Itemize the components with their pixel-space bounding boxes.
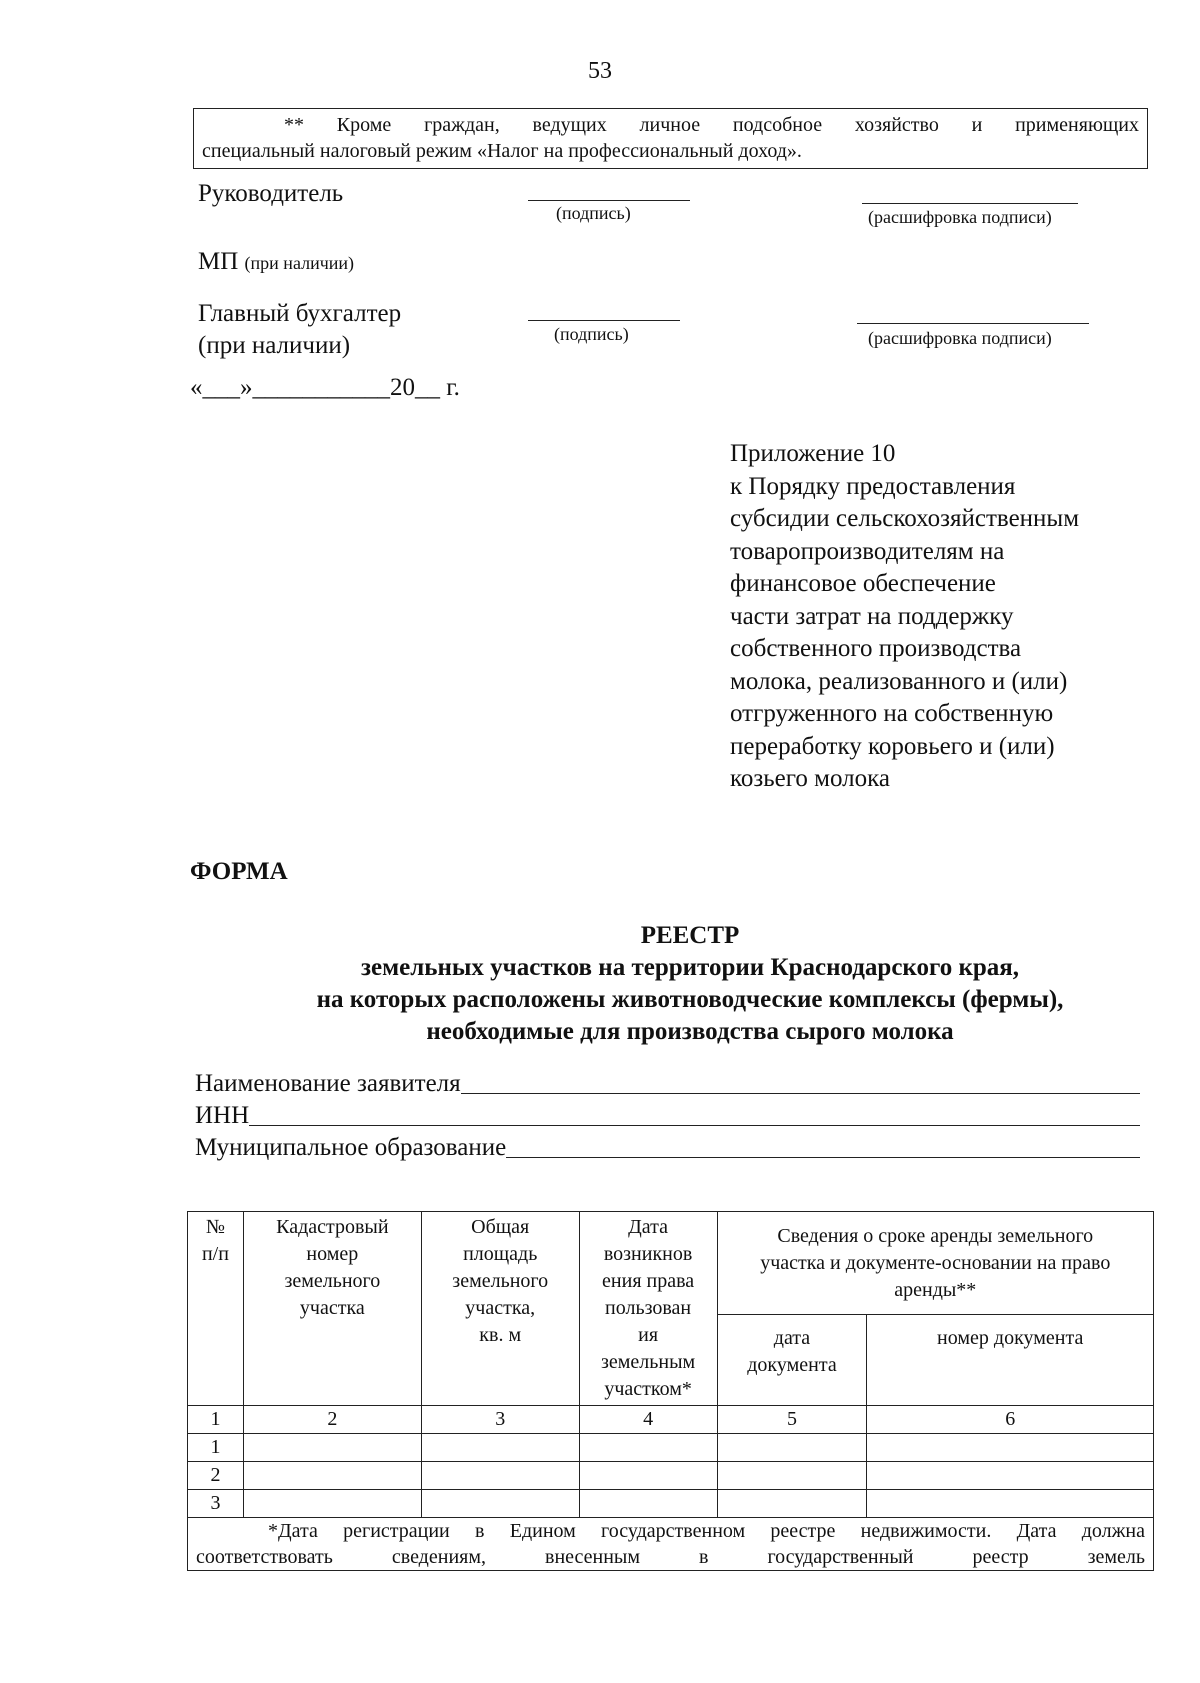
appendix-line: к Порядку предоставления: [730, 472, 1016, 500]
applicant-blank[interactable]: [461, 1069, 1140, 1094]
accountant-decode-caption: (расшифровка подписи): [868, 328, 1052, 348]
table-row: [188, 1434, 1154, 1462]
applicant-field[interactable]: [195, 1069, 1140, 1099]
table-cell[interactable]: [717, 1462, 867, 1490]
table-cell[interactable]: [421, 1490, 579, 1518]
table-cell[interactable]: [579, 1434, 717, 1462]
title-line-4: необходимые для производства сырого молока: [426, 1018, 954, 1045]
table-row: [188, 1490, 1154, 1518]
table-cell[interactable]: [243, 1462, 421, 1490]
footnote-line-2: специальный налоговый режим «Налог на профессиональный доход».: [202, 140, 802, 162]
appendix-line: товаропроизводителям на: [730, 537, 1005, 565]
head-label: Руководитель: [198, 180, 344, 207]
footnote-line-1: ** Кроме граждан, ведущих личное подсобное хозяйство и применяющих: [284, 114, 1139, 136]
appendix-line: субсидии сельскохозяйственным: [730, 505, 1080, 532]
appendix-line: отгруженного на собственную: [730, 700, 1054, 727]
municipality-label: Муниципальное образование: [195, 1134, 507, 1161]
appendix-block: [730, 438, 1150, 796]
inn-blank[interactable]: [249, 1101, 1140, 1126]
table-cell[interactable]: [867, 1434, 1154, 1462]
appendix-line: козьего молока: [730, 765, 890, 792]
seal-label: МП: [198, 248, 239, 275]
head-decode-line: [862, 203, 1078, 204]
accountant-note: (при наличии): [198, 332, 351, 359]
column-number-row: [188, 1406, 1154, 1434]
appendix-line: части затрат на поддержку: [730, 602, 1014, 630]
column-number: 4: [579, 1406, 717, 1434]
header-doc-number: номер документа: [867, 1315, 1154, 1406]
table-row: [188, 1462, 1154, 1490]
row-number: 1: [188, 1434, 244, 1462]
table-footnote-line-1: *Дата регистрации в Едином государственном реестре недвижимости. Дата должна: [268, 1520, 1145, 1542]
inn-label: ИНН: [195, 1102, 250, 1129]
header-area: Общая площадь земельного участка, кв. м: [421, 1212, 579, 1406]
municipality-field[interactable]: [195, 1133, 1140, 1163]
header-date-right: Дата возникнов ения права пользован ия земельным участком*: [579, 1212, 717, 1406]
column-number: 2: [243, 1406, 421, 1434]
header-lease-group: Сведения о сроке аренды земельного участка и документе-основании на право аренды**: [717, 1212, 1153, 1315]
table-footnote-row: [188, 1518, 1154, 1571]
head-signature-line: [528, 200, 690, 201]
seal-row: [198, 248, 354, 276]
accountant-decode-line: [857, 323, 1089, 324]
title-line-1: РЕЕСТР: [640, 922, 740, 949]
appendix-line: Приложение 10: [730, 440, 896, 467]
inn-field[interactable]: [195, 1101, 1140, 1131]
date-line: «___»___________20__ г.: [190, 374, 460, 401]
head-decode-caption: (расшифровка подписи): [868, 207, 1052, 227]
municipality-blank[interactable]: [506, 1133, 1140, 1158]
head-signature-caption: (подпись): [556, 203, 631, 223]
header-row: [188, 1212, 1154, 1315]
table-cell[interactable]: [579, 1490, 717, 1518]
table-cell[interactable]: [579, 1462, 717, 1490]
table-cell[interactable]: [421, 1434, 579, 1462]
column-number: 1: [188, 1406, 244, 1434]
table-cell[interactable]: [867, 1462, 1154, 1490]
form-label: ФОРМА: [190, 858, 288, 885]
appendix-line: переработку коровьего и (или): [730, 732, 1055, 760]
footnote-box: [193, 108, 1148, 169]
registry-title: [210, 920, 1170, 1048]
header-doc-date: дата документа: [717, 1315, 867, 1406]
table-cell[interactable]: [243, 1434, 421, 1462]
accountant-signature-caption: (подпись): [554, 324, 629, 344]
table-cell[interactable]: [867, 1490, 1154, 1518]
row-number: 2: [188, 1462, 244, 1490]
table-cell[interactable]: [717, 1490, 867, 1518]
page-number: 53: [588, 58, 612, 84]
title-line-2: земельных участков на территории Краснодарского края,: [360, 954, 1020, 981]
table-cell[interactable]: [421, 1462, 579, 1490]
column-number: 3: [421, 1406, 579, 1434]
applicant-label: Наименование заявителя: [195, 1070, 461, 1097]
table-footnote: [188, 1518, 1154, 1571]
header-num: № п/п: [188, 1212, 244, 1406]
column-number: 5: [717, 1406, 867, 1434]
accountant-signature-line: [528, 320, 680, 321]
row-number: 3: [188, 1490, 244, 1518]
title-line-3: на которых расположены животноводческие комплексы (фермы),: [316, 986, 1064, 1013]
seal-note: (при наличии): [244, 253, 355, 273]
registry-table: [187, 1211, 1154, 1571]
appendix-line: молока, реализованного и (или): [730, 667, 1068, 695]
accountant-label: Главный бухгалтер: [198, 300, 402, 327]
table-footnote-line-2: соответствовать сведениям, внесенным в государственный реестр земель: [196, 1546, 1145, 1568]
column-number: 6: [867, 1406, 1154, 1434]
table-cell[interactable]: [717, 1434, 867, 1462]
appendix-line: финансовое обеспечение: [730, 570, 996, 597]
appendix-line: собственного производства: [730, 635, 1022, 662]
table-cell[interactable]: [243, 1490, 421, 1518]
header-cadastral: Кадастровый номер земельного участка: [243, 1212, 421, 1406]
